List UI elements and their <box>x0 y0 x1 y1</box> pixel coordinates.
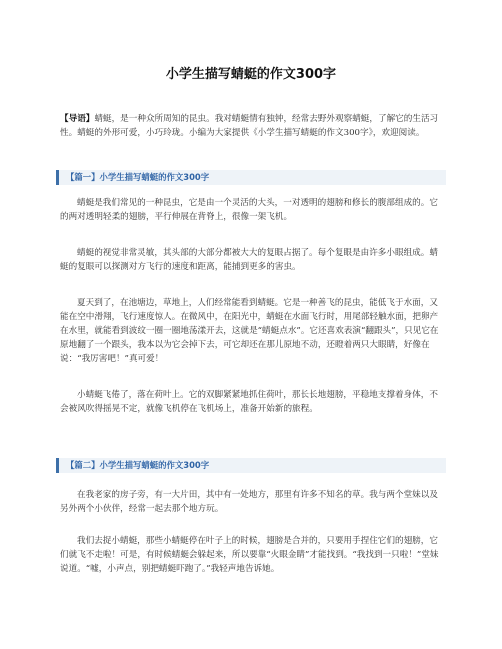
intro-paragraph <box>60 112 445 140</box>
section-2-paragraph-1: 在我老家的房子旁，有一大片田，其中有一处地方，那里有许多不知名的草。我与两个堂妹以及另外两个小伙伴，经常一起去那个地方玩。 <box>60 490 438 514</box>
section-1-paragraph-2: 蜻蜓的视觉非常灵敏，其头部的大部分都被大大的复眼占据了。每个复眼是由许多小眼组成。蜻蜓的复眼可以探测对方飞行的速度和距离，能捕到更多的害虫。 <box>60 248 438 272</box>
section-2-paragraph-2: 我们去捉小蜻蜓，那些小蜻蜓停在叶子上的时候，翅膀是合并的，只要用手捏住它们的翅膀，它们就飞不走啦！可是，有时候蜻蜓会躲起来，所以要靠“火眼金睛”才能找到。“我找到一只啦！”堂妹说道。“嘘，小声点，别把蜻蜓吓跑了。”我轻声地告诉她。 <box>60 536 439 574</box>
section-1-paragraph-1: 蜻蜓是我们常见的一种昆虫，它是由一个灵活的大头，一对透明的翅膀和修长的腹部组成的。它的两对透明轻柔的翅膀，平行伸展在背脊上，很像一架飞机。 <box>60 198 438 222</box>
intro-tag: 【导语】 <box>60 114 95 124</box>
section-1-heading: 【篇一】小学生描写蜻蜓的作文300字 <box>56 170 446 185</box>
section-2-heading: 【篇二】小学生描写蜻蜓的作文300字 <box>56 458 446 473</box>
section-1-paragraph-3: 夏天到了，在池塘边，草地上，人们经常能看到蜻蜓。它是一种善飞的昆虫，能低飞于水面，又能在空中滑翔，飞行速度惊人。在微风中，在阳光中，蜻蜓在水面飞行时，用尾部轻触水面，把卵产在水里，就能看到波纹一圈一圈地荡漾开去，这就是“蜻蜓点水”。它还喜欢表演“翻跟头”，只见它在原地翻了一个跟头，我本以为它会掉下去，可它却还在那儿原地不动，还瞪着两只大眼睛，好像在说：“我厉害吧！”真可爱！ <box>60 298 439 364</box>
intro-text: 蜻蜓，是一种众所周知的昆虫。我对蜻蜓情有独钟，经常去野外观察蜻蜓，了解它的生活习性。蜻蜓的外形可爱，小巧玲珑。小编为大家提供《小学生描写蜻蜓的作文300字》，欢迎阅读。 <box>60 114 439 138</box>
section-1-paragraph-4: 小蜻蜓飞倦了，落在荷叶上。它的双脚紧紧地抓住荷叶，那长长地翅膀，平稳地支撑着身体，不会被风吹得摇晃不定，就像飞机停在飞机场上，准备开始新的旅程。 <box>60 390 438 414</box>
document-title: 小学生描写蜻蜓的作文300字 <box>165 67 337 82</box>
